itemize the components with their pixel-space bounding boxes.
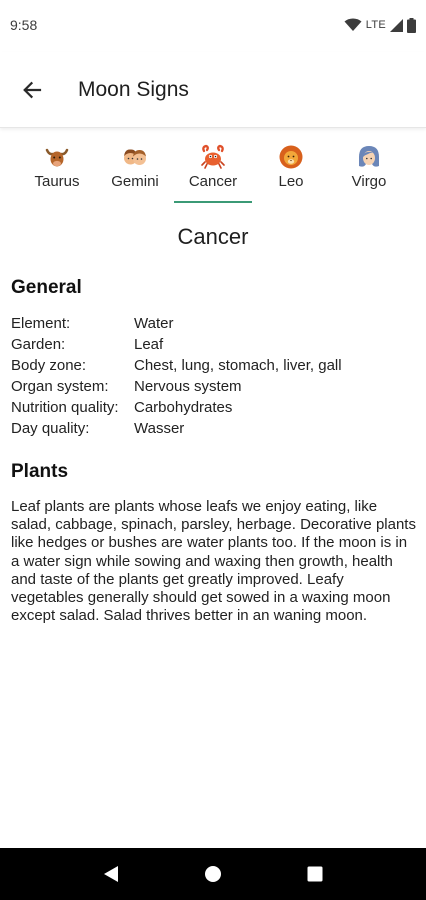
attribute-value: Carbohydrates: [134, 399, 233, 416]
attribute-label: Organ system:: [11, 378, 109, 395]
nav-recents-button[interactable]: [300, 859, 330, 889]
attribute-value: Leaf: [134, 336, 164, 353]
attribute-row: [11, 418, 342, 439]
attribute-value: Water: [134, 315, 174, 332]
attribute-label: Nutrition quality:: [11, 399, 119, 416]
nav-home-button[interactable]: [198, 859, 228, 889]
tab-label: Leo: [278, 173, 304, 190]
attribute-label: Element:: [11, 315, 71, 332]
attribute-row: [11, 355, 342, 376]
battery-icon: [407, 18, 416, 33]
nav-back-button[interactable]: [96, 859, 126, 889]
wifi-icon: [344, 18, 362, 32]
attribute-row: [11, 376, 342, 397]
page-title: Moon Signs: [78, 77, 189, 101]
sign-title: Cancer: [177, 224, 249, 249]
attribute-row: [11, 313, 342, 334]
back-button[interactable]: [12, 70, 52, 110]
attribute-label: Day quality:: [11, 420, 90, 437]
attribute-value: Nervous system: [134, 378, 242, 395]
status-bar: [0, 0, 426, 52]
tab-leo[interactable]: [252, 141, 330, 203]
network-type: LTE: [365, 19, 386, 31]
plants-heading: Plants: [11, 461, 69, 482]
tab-label: Virgo: [351, 173, 387, 190]
leo-icon: [278, 144, 304, 170]
zodiac-tabs: [18, 141, 408, 203]
attribute-label: Garden:: [11, 336, 66, 353]
tab-label: Gemini: [111, 173, 159, 190]
attribute-row: [11, 334, 342, 355]
tab-taurus[interactable]: [18, 141, 96, 203]
attribute-value: Chest, lung, stomach, liver, gall: [134, 357, 342, 374]
general-heading: General: [11, 277, 82, 298]
status-time: 9:58: [10, 17, 38, 33]
home-circle-icon: [204, 865, 222, 883]
attribute-row: [11, 397, 342, 418]
tab-gemini[interactable]: [96, 141, 174, 203]
attribute-label: Body zone:: [11, 357, 87, 374]
cancer-icon: [200, 144, 226, 170]
general-attributes: [11, 313, 342, 439]
tab-label: Cancer: [188, 173, 238, 190]
plants-description: Leaf plants are plants whose leafs we enjoy eating, like salad, cabbage, spinach, parsley, herbage. Decorative plants like hedges or bushes are water plants too. If the moon is in a water sign while sowing and waxing then growth, health and taste of the plants get greatly improved. Leafy vegetables generally should get sowed in a waxing moon except salad. Salad thrives better in an waning moon.: [11, 498, 416, 625]
virgo-icon: [356, 144, 382, 170]
system-nav-bar: [0, 848, 426, 900]
app-bar: [0, 52, 426, 128]
taurus-icon: [44, 144, 70, 170]
attribute-value: Wasser: [134, 420, 185, 437]
arrow-back-icon: [22, 80, 42, 100]
status-icons: [344, 18, 416, 33]
tab-virgo[interactable]: [330, 141, 408, 203]
tab-cancer[interactable]: [174, 141, 252, 203]
gemini-icon: [122, 144, 148, 170]
signal-icon: [390, 19, 403, 32]
tab-label: Taurus: [34, 173, 80, 190]
recents-square-icon: [307, 866, 323, 882]
back-triangle-icon: [103, 865, 119, 883]
